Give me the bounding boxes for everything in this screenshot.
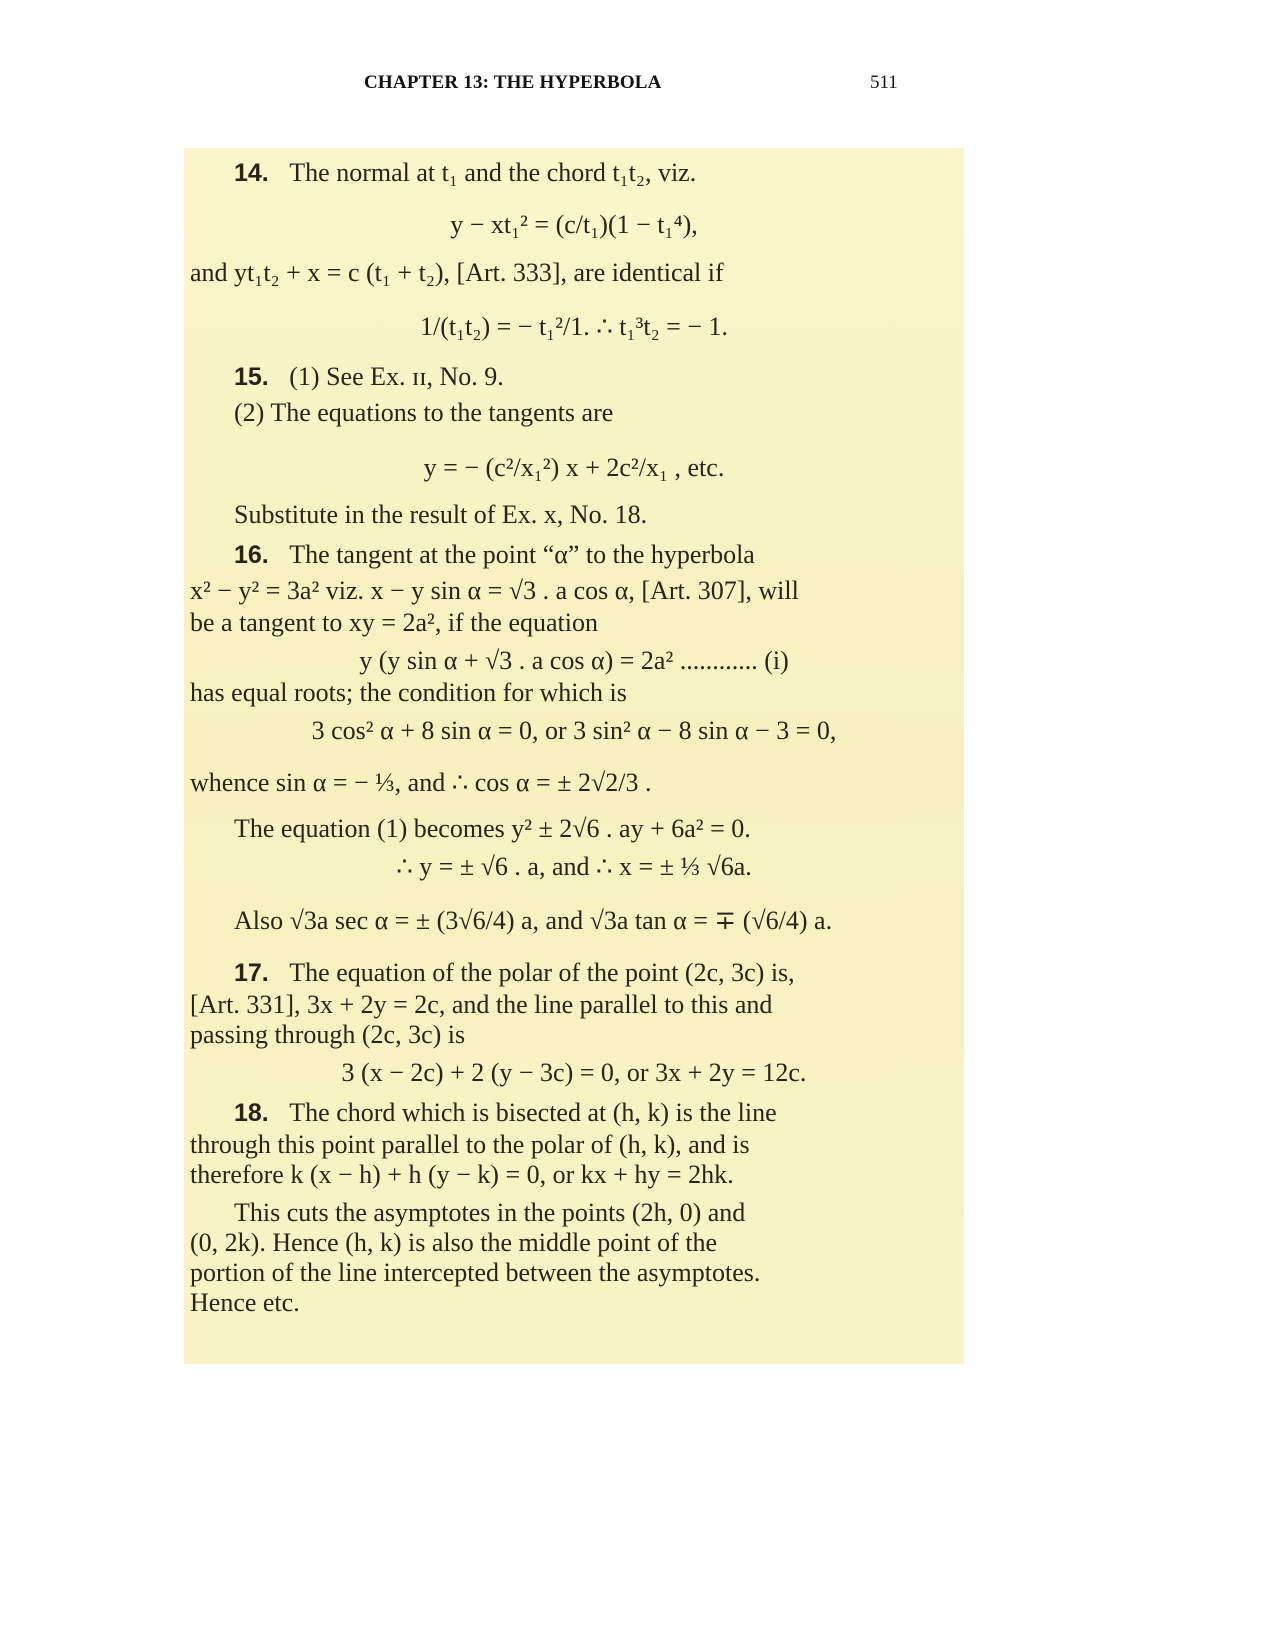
- text-line: Substitute in the result of Ex. x, No. 18.: [234, 500, 648, 529]
- text-line: Hence etc.: [190, 1288, 300, 1317]
- exercise-number-17: 17.: [234, 959, 269, 987]
- item-14-line: [234, 158, 696, 188]
- page-number: 511: [870, 72, 898, 93]
- equation-line: y − xt₁² = (c/t₁)(1 − t₁⁴),: [450, 210, 698, 239]
- equation-line: 3 (x − 2c) + 2 (y − 3c) = 0, or 3x + 2y = 12c.: [341, 1058, 807, 1087]
- item-15-line: [234, 362, 504, 392]
- text-line: x² − y² = 3a² viz. x − y sin α = √3 . a cos α, [Art. 307], will: [190, 576, 799, 605]
- item-16-line: [234, 540, 755, 570]
- exercise-number-15: 15.: [234, 363, 269, 391]
- text-line: (2) The equations to the tangents are: [234, 398, 614, 427]
- chapter-title: CHAPTER 13: THE HYPERBOLA: [364, 72, 662, 93]
- text-line: The equation of the polar of the point (2c, 3c) is,: [289, 958, 795, 987]
- text-line: through this point parallel to the polar of (h, k), and is: [190, 1130, 750, 1159]
- equation-line: 3 cos² α + 8 sin α = 0, or 3 sin² α − 8 sin α − 3 = 0,: [311, 716, 837, 745]
- text-line: therefore k (x − h) + h (y − k) = 0, or kx + hy = 2hk.: [190, 1160, 734, 1189]
- text-line: (0, 2k). Hence (h, k) is also the middle point of the: [190, 1228, 718, 1257]
- text-line: be a tangent to xy = 2a², if the equation: [190, 608, 599, 637]
- exercise-number-14: 14.: [234, 159, 269, 187]
- equation-line: Also √3a sec α = ± (3√6/4) a, and √3a tan α = ∓ (√6/4) a.: [234, 906, 833, 935]
- text-line: and yt₁t₂ + x = c (t₁ + t₂), [Art. 333], are identical if: [190, 258, 724, 287]
- text-line: The chord which is bisected at (h, k) is the line: [289, 1098, 777, 1127]
- scanned-page-image: [184, 148, 964, 1364]
- item-18-line: [234, 1098, 777, 1128]
- equation-line: 1/(t₁t₂) = − t₁²/1. ∴ t₁³t₂ = − 1.: [420, 312, 728, 341]
- exercise-number-18: 18.: [234, 1099, 269, 1127]
- page-header: [0, 72, 1275, 102]
- text-line: whence sin α = − ⅓, and ∴ cos α = ± 2√2/3 .: [190, 768, 652, 797]
- text-line: The normal at t₁ and the chord t₁t₂, viz.: [289, 158, 697, 187]
- exercise-number-16: 16.: [234, 541, 269, 569]
- text-line: portion of the line intercepted between the asymptotes.: [190, 1258, 761, 1287]
- text-line: [Art. 331], 3x + 2y = 2c, and the line parallel to this and: [190, 990, 773, 1019]
- item-17-line: [234, 958, 795, 988]
- text-line: This cuts the asymptotes in the points (2h, 0) and: [234, 1198, 746, 1227]
- text-line: has equal roots; the condition for which is: [190, 678, 627, 707]
- equation-line: ∴ y = ± √6 . a, and ∴ x = ± ⅓ √6a.: [396, 852, 752, 881]
- text-line: (1) See Ex. ɪɪ, No. 9.: [289, 362, 504, 391]
- text-line: The equation (1) becomes y² ± 2√6 . ay + 6a² = 0.: [234, 814, 751, 843]
- text-line: The tangent at the point “α” to the hyperbola: [289, 540, 755, 569]
- text-line: passing through (2c, 3c) is: [190, 1020, 466, 1049]
- equation-line: y = − (c²/x₁²) x + 2c²/x₁ , etc.: [423, 453, 725, 482]
- equation-line: y (y sin α + √3 . a cos α) = 2a² ............ (i): [359, 646, 789, 675]
